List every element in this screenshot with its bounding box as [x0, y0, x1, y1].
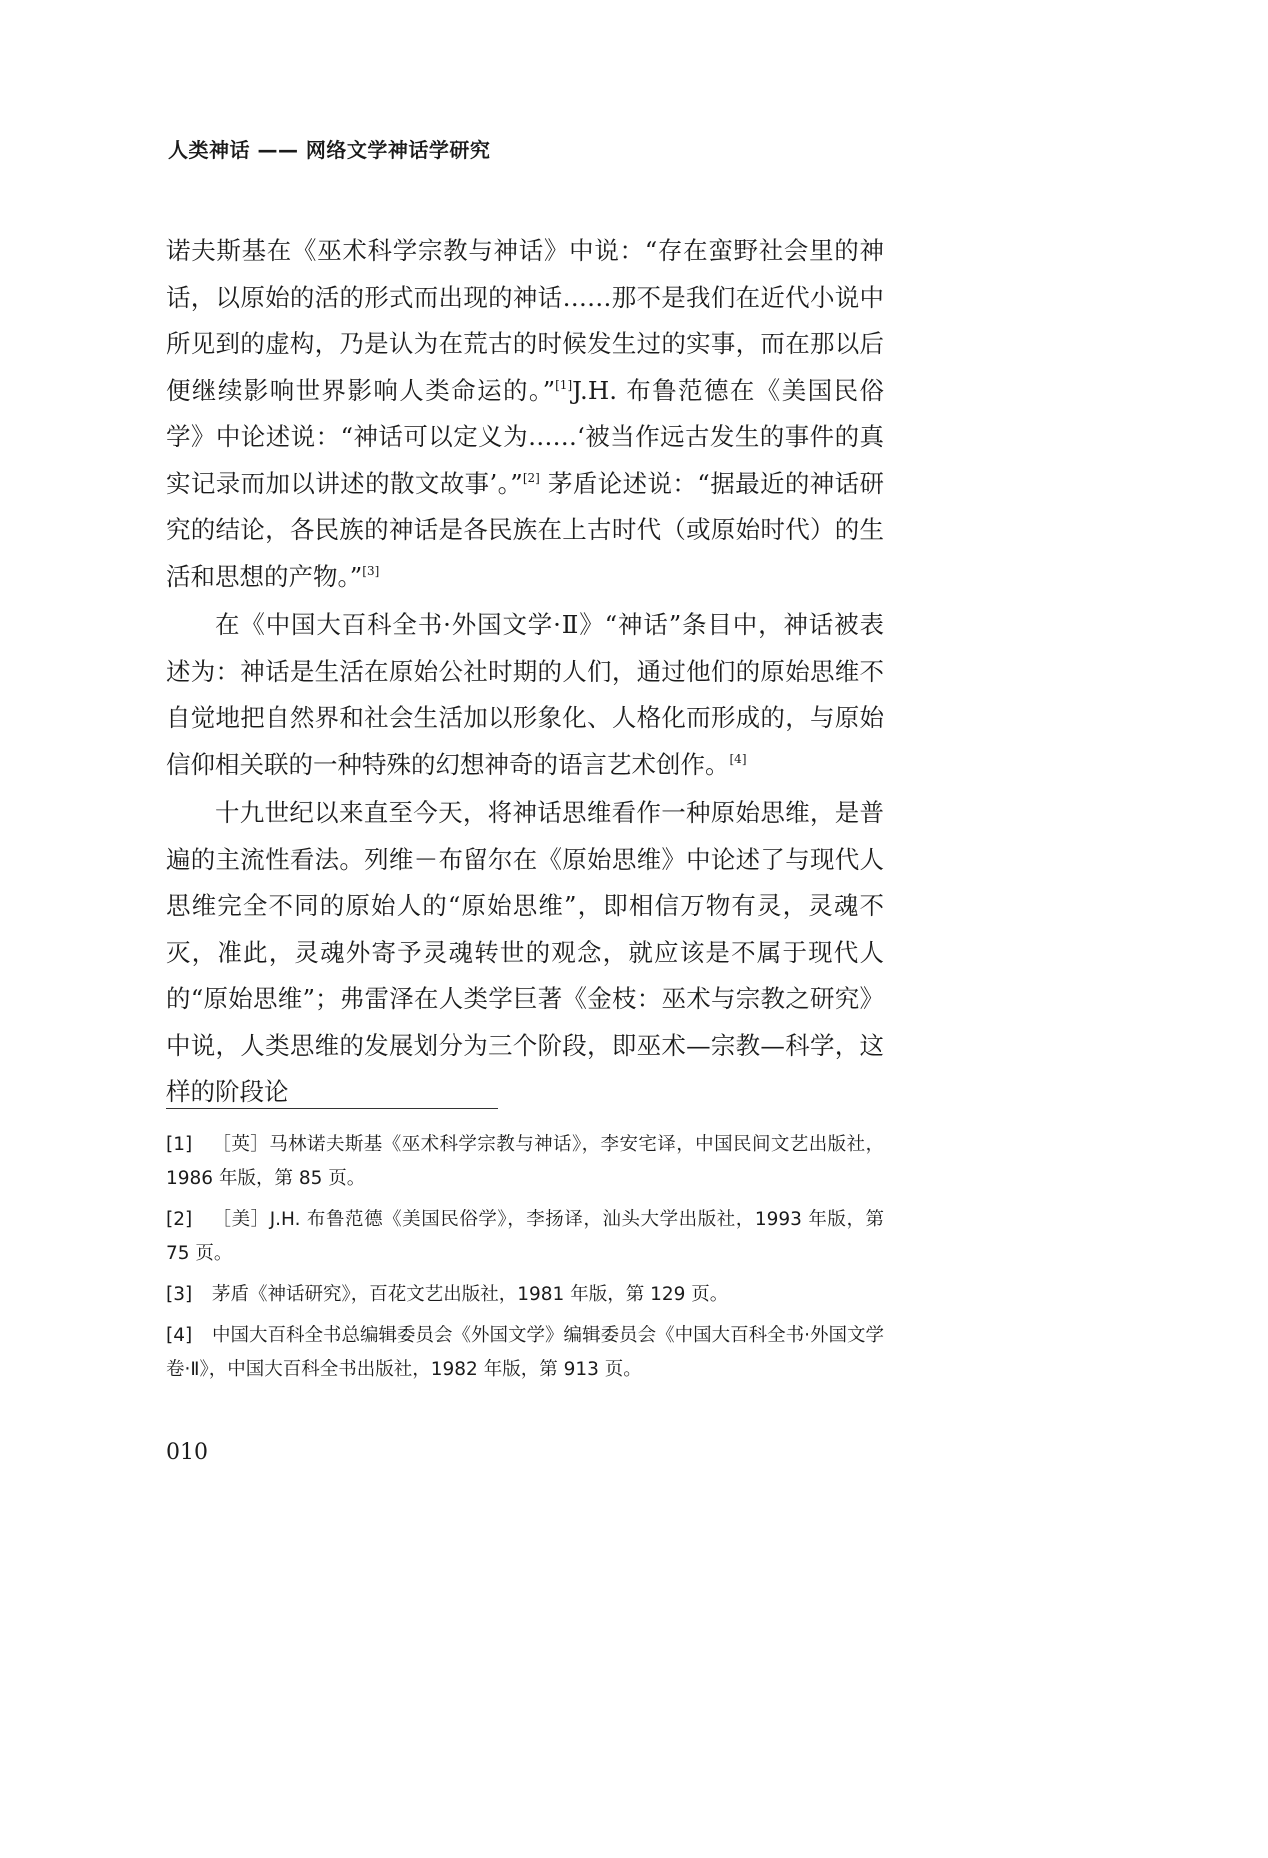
- footnotes: [166, 1128, 884, 1394]
- footnote-3-text: 茅盾《神话研究》，百花文艺出版社，1981 年版，第 129 页。: [212, 1284, 729, 1305]
- footnote-1-mark: [1]: [166, 1134, 193, 1155]
- running-header: 人类神话 —— 网络文学神话学研究: [168, 138, 491, 162]
- body-text: [166, 228, 884, 1118]
- page-number: 010: [166, 1440, 208, 1465]
- paragraph-3-text: 十九世纪以来直至今天，将神话思维看作一种原始思维，是普遍的主流性看法。列维－布留尔在《原始思维》中论述了与现代人思维完全不同的原始人的“原始思维”，即相信万物有灵，灵魂不灭，准此，灵魂外寄予灵魂转世的观念，就应该是不属于现代人的“原始思维”；弗雷泽在人类学巨著《金枝：巫术与宗教之研究》中说，人类思维的发展划分为三个阶段，即巫术—宗教—科学，这样的阶段论: [166, 798, 884, 1106]
- footnote-4: [166, 1319, 884, 1387]
- footnote-4-mark: [4]: [166, 1325, 193, 1346]
- footnote-ref-2[interactable]: [2]: [522, 470, 540, 485]
- paragraph-1-text-c: 茅盾论述说：“据最近的神话研究的结论，各民族的神话是各民族在上古时代（或原始时代）的生活和思想的产物。”: [166, 468, 884, 591]
- footnote-ref-1[interactable]: [1]: [555, 377, 573, 392]
- footnote-2: [166, 1203, 884, 1271]
- footnote-3: [166, 1278, 884, 1312]
- footnote-ref-4[interactable]: [4]: [729, 751, 747, 766]
- footnote-divider: [166, 1108, 498, 1109]
- paragraph-3: [166, 790, 884, 1116]
- footnote-1: [166, 1128, 884, 1196]
- footnote-2-text: ［美］J.H. 布鲁范德《美国民俗学》，李扬译，汕头大学出版社，1993 年版，第 75 页。: [166, 1209, 884, 1264]
- footnote-4-text: 中国大百科全书总编辑委员会《外国文学》编辑委员会《中国大百科全书·外国文学卷·Ⅱ》，中国大百科全书出版社，1982 年版，第 913 页。: [166, 1325, 884, 1380]
- footnote-1-text: ［英］马林诺夫斯基《巫术科学宗教与神话》，李安宅译，中国民间文艺出版社，1986 年版，第 85 页。: [166, 1134, 884, 1189]
- footnote-3-mark: [3]: [166, 1284, 193, 1305]
- paragraph-2: [166, 602, 884, 788]
- paragraph-1-text-a: 诺夫斯基在《巫术科学宗教与神话》中说：“存在蛮野社会里的神话，以原始的活的形式而出现的神话……那不是我们在近代小说中所见到的虚构，乃是认为在荒古的时候发生过的实事，而在那以后便继续影响世界影响人类命运的。”: [166, 236, 884, 405]
- footnote-2-mark: [2]: [166, 1209, 193, 1230]
- paragraph-2-text: 在《中国大百科全书·外国文学·Ⅱ》“神话”条目中，神话被表述为：神话是生活在原始公社时期的人们，通过他们的原始思维不自觉地把自然界和社会生活加以形象化、人格化而形成的，与原始信仰相关联的一种特殊的幻想神奇的语言艺术创作。: [166, 610, 884, 779]
- footnote-ref-3[interactable]: [3]: [362, 563, 380, 578]
- paragraph-1-text-b: J.H. 布鲁范德在《美国民俗学》中论述说：“神话可以定义为……‘被当作远古发生的事件的真实记录而加以讲述的散文故事’。”: [166, 375, 884, 498]
- paragraph-1: [166, 228, 884, 600]
